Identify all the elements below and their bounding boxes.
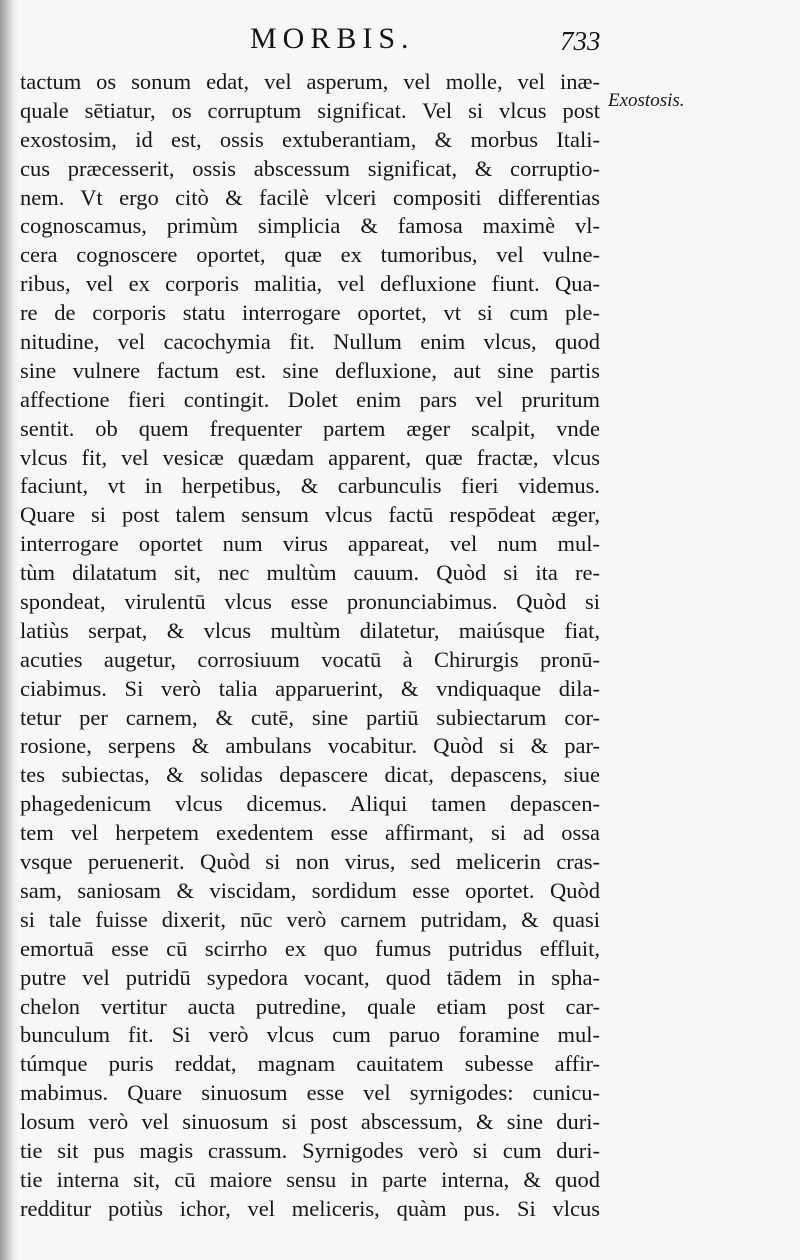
text-line: vlcus fit, vel vesicæ quædam apparent, quæ fractæ, vlcus xyxy=(20,444,600,470)
running-title: MORBIS. xyxy=(250,22,415,55)
text-line: emortuā esse cū scirrho ex quo fumus putridus effluit, xyxy=(20,935,600,961)
text-line: si tale fuisse dixerit, nūc verò carnem putridam, & quasi xyxy=(20,906,600,932)
text-line: chelon vertitur aucta putredine, quale etiam post car- xyxy=(20,993,600,1019)
text-line: sine vulnere factum est. sine defluxione, aut sine partis xyxy=(20,357,600,383)
text-line: ciabimus. Si verò talia apparuerint, & vndiquaque dila- xyxy=(20,675,600,701)
binding-gutter-shadow xyxy=(0,0,18,1260)
text-line: mabimus. Quare sinuosum esse vel syrnigodes: cunicu- xyxy=(20,1080,600,1106)
text-line: tie interna sit, cū maiore sensu in parte interna, & quod xyxy=(20,1166,600,1192)
text-line: losum verò vel sinuosum si post abscessum, & sine duri- xyxy=(20,1109,600,1135)
text-line: spondeat, virulentū vlcus esse pronunciabimus. Quòd si xyxy=(20,589,600,615)
marginal-note: Exostosis. xyxy=(608,90,685,111)
text-line: túmque puris reddat, magnam cauitatem subesse affir- xyxy=(20,1051,600,1077)
text-line: interrogare oportet num virus appareat, vel num mul- xyxy=(20,531,600,557)
text-line: faciunt, vt in herpetibus, & carbunculis fieri videmus. xyxy=(20,473,600,499)
text-line: nitudine, vel cacochymia fit. Nullum enim vlcus, quod xyxy=(20,329,600,355)
text-line: tactum os sonum edat, vel asperum, vel molle, vel inæ- xyxy=(20,69,600,94)
text-line: cus præcesserit, ossis abscessum significat, & corruptio- xyxy=(20,155,600,181)
text-line: sam, saniosam & viscidam, sordidum esse oportet. Quòd xyxy=(20,877,600,903)
text-line: latiùs serpat, & vlcus multùm dilatetur, maiúsque fiat, xyxy=(20,617,600,643)
text-line: exostosim, id est, ossis extuberantiam, & morbus Itali- xyxy=(20,126,600,152)
page-number: 733 xyxy=(560,26,601,56)
text-line: sentit. ob quem frequenter partem æger scalpit, vnde xyxy=(20,415,600,441)
text-line: tetur per carnem, & cutē, sine partiū subiectarum cor- xyxy=(20,704,600,730)
text-line: rosione, serpens & ambulans vocabitur. Quòd si & par- xyxy=(20,733,600,759)
body-text xyxy=(20,68,600,1224)
text-line: vsque peruenerit. Quòd si non virus, sed melicerin cras- xyxy=(20,849,600,875)
text-line: phagedenicum vlcus dicemus. Aliqui tamen depascen- xyxy=(20,791,600,817)
text-line: cognoscamus, primùm simplicia & famosa maximè vl- xyxy=(20,213,600,239)
text-line: tùm dilatatum sit, nec multùm cauum. Quòd si ita re- xyxy=(20,560,600,586)
text-line: re de corporis statu interrogare oportet, vt si cum ple- xyxy=(20,300,600,326)
text-line: tem vel herpetem exedentem esse affirmant, si ad ossa xyxy=(20,820,600,846)
text-line: cera cognoscere oportet, quæ ex tumoribus, vel vulne- xyxy=(20,242,600,268)
text-line: bunculum fit. Si verò vlcus cum paruo foramine mul- xyxy=(20,1022,600,1048)
text-line: nem. Vt ergo citò & facilè vlceri compositi differentias xyxy=(20,184,600,210)
text-line: acuties augetur, corrosiuum vocatū à Chirurgis pronū- xyxy=(20,646,600,672)
text-line: Quare si post talem sensum vlcus factū respōdeat æger, xyxy=(20,502,600,528)
text-line: redditur potiùs ichor, vel meliceris, quàm pus. Si vlcus xyxy=(20,1195,600,1221)
text-line: putre vel putridū sypedora vocant, quod tādem in spha- xyxy=(20,964,600,990)
text-line: tie sit pus magis crassum. Syrnigodes verò si cum duri- xyxy=(20,1137,600,1163)
text-line: affectione fieri contingit. Dolet enim pars vel pruritum xyxy=(20,386,600,412)
text-line: tes subiectas, & solidas depascere dicat, depascens, siue xyxy=(20,762,600,788)
text-line: quale sētiatur, os corruptum significat. Vel si vlcus post xyxy=(20,97,600,123)
text-line: ribus, vel ex corporis malitia, vel defluxione fiunt. Qua- xyxy=(20,271,600,297)
